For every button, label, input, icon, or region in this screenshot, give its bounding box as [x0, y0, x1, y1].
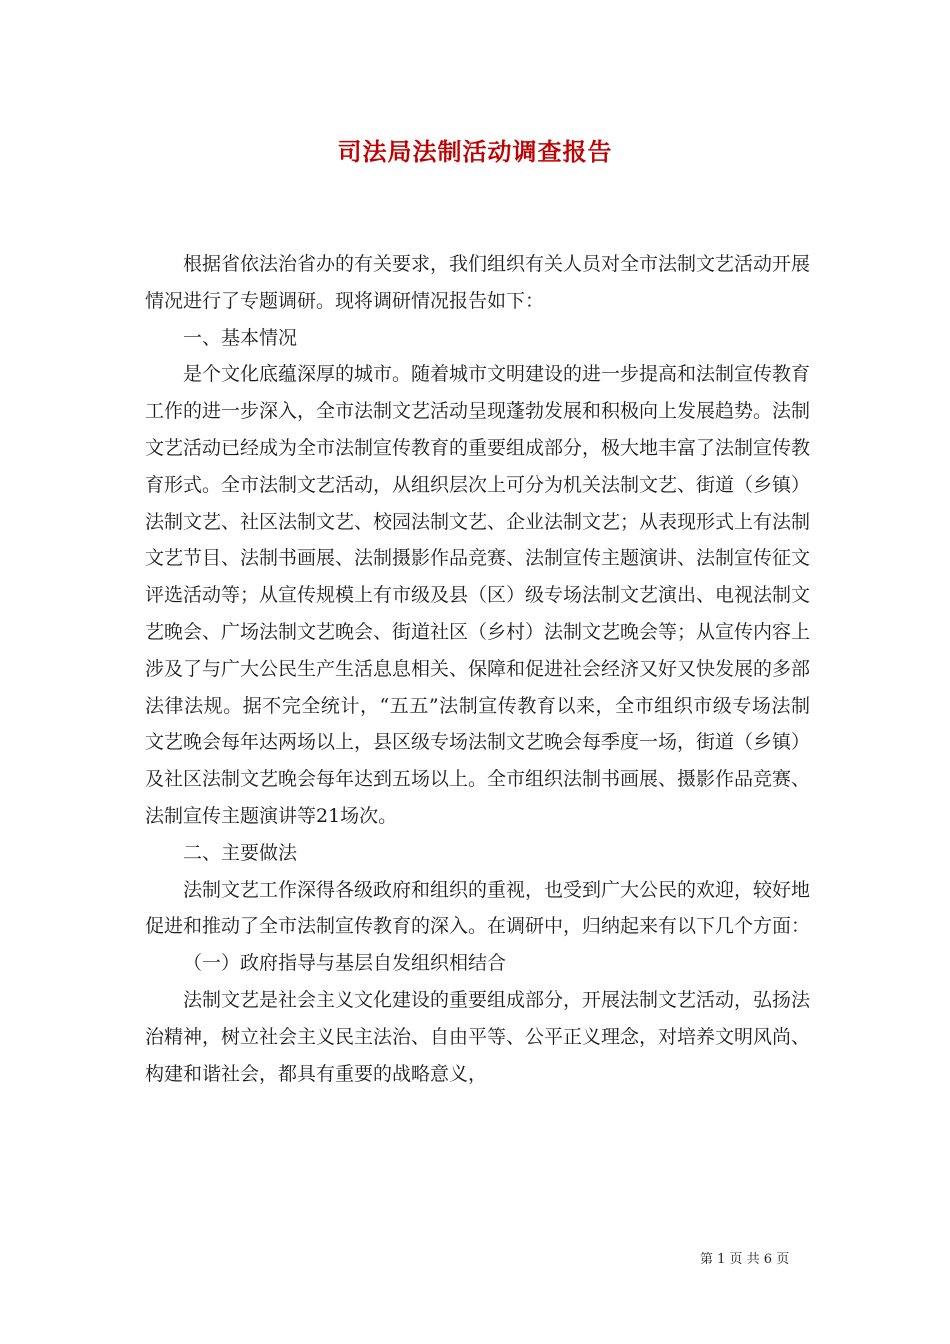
heading-basic-situation: 一、基本情况	[183, 326, 298, 349]
heading-main-practices: 二、主要做法	[183, 841, 298, 864]
page-number: 第 1 页 共 6 页	[700, 1252, 790, 1267]
document-title: 司法局法制活动调查报告	[337, 137, 613, 166]
paragraph-basic-situation: 是个文化底蕴深厚的城市。随着城市文明建设的进一步提高和法制宣传教育工作的进一步深入，全市法制文艺活动呈现蓬勃发展和积极向上发展趋势。法制文艺活动已经成为全市法制宣传教育的重要组成部分，极大地丰富了法制宣传教育形式。全市法制文艺活动，从组织层次上可分为机关法制文艺、街道（乡镇）法制文艺、社区法制文艺、校园法制文艺、企业法制文艺；从表现形式上有法制文艺节目、法制书画展、法制摄影作品竞赛、法制宣传主题演讲、法制宣传征文评选活动等；从宣传规模上有市级及县（区）级专场法制文艺演出、电视法制文艺晚会、广场法制文艺晚会、街道社区（乡村）法制文艺晚会等；从宣传内容上涉及了与广大公民生产生活息息相关、保障和促进社会经济又好又快发展的多部法律法规。据不完全统计，“五五”法制宣传教育以来，全市组织市级专场法制文艺晚会每年达两场以上，县区级专场法制文艺晚会每季度一场，街道（乡镇）及社区法制文艺晚会每年达到五场以上。全市组织法制书画展、摄影作品竞赛、法制宣传主题演讲等21场次。	[145, 363, 811, 827]
paragraph-main-practices: 法制文艺工作深得各级政府和组织的重视，也受到广大公民的欢迎，较好地促进和推动了全市法制宣传教育的深入。在调研中，归纳起来有以下几个方面：	[145, 878, 811, 938]
paragraph-government-guidance: 法制文艺是社会主义文化建设的重要组成部分，开展法制文艺活动，弘扬法治精神，树立社会主义民主法治、自由平等、公平正义理念，对培养文明风尚、构建和谐社会，都具有重要的战略意义，	[145, 988, 811, 1085]
paragraph-intro: 根据省依法治省办的有关要求，我们组织有关人员对全市法制文艺活动开展情况进行了专题调研。现将调研情况报告如下：	[145, 253, 811, 312]
document-body	[145, 246, 810, 1092]
subheading-government-guidance: （一）政府指导与基层自发组织相结合	[183, 952, 507, 975]
